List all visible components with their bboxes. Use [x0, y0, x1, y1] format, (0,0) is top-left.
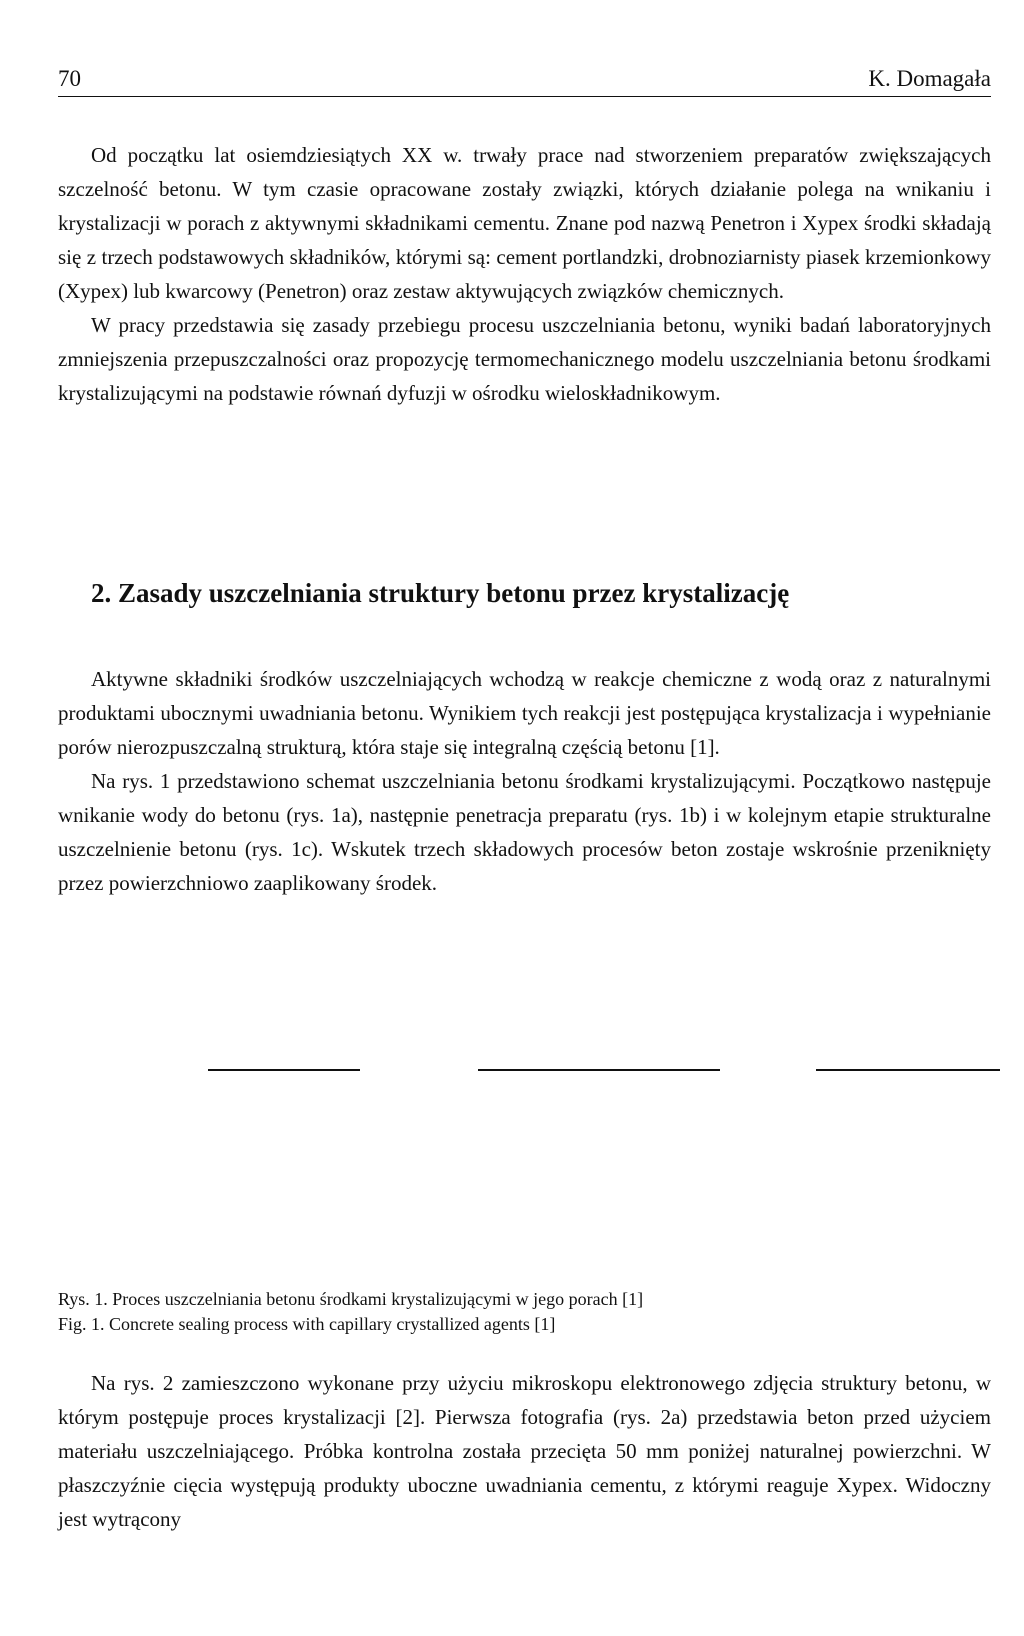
continuation-text: [58, 1366, 991, 1536]
section-text: [58, 662, 991, 900]
figure-rule: [816, 1069, 1000, 1071]
paragraph: Na rys. 1 przedstawiono schemat uszczelniania betonu środkami krystalizującymi. Początkowo następuje wnikanie wody do betonu (rys. 1a), następnie penetracja preparatu (rys. 1b) i w kolejnym etapie strukturalne uszczelnienie betonu (rys. 1c). Wskutek trzech składowych procesów beton zostaje wskrośnie przeniknięty przez powierzchniowo zaaplikowany środek.: [58, 769, 991, 895]
section-heading: 2. Zasady uszczelniania struktury betonu przez krystalizację: [91, 578, 790, 608]
paragraph: Aktywne składniki środków uszczelniających wchodzą w reakcje chemiczne z wodą oraz z naturalnymi produktami ubocznymi uwadniania betonu. Wynikiem tych reakcji jest postępująca krystalizacja i wypełnianie porów nierozpuszczalną strukturą, która staje się integralną częścią betonu [1].: [58, 667, 991, 759]
paragraph: Na rys. 2 zamieszczono wykonane przy użyciu mikroskopu elektronowego zdjęcia struktury betonu, w którym postępuje proces krystalizacji [2]. Pierwsza fotografia (rys. 2a) przedstawia beton przed użyciem materiału uszczelniającego. Próbka kontrolna została przecięta 50 mm poniżej naturalnej powierzchni. W płaszczyźnie cięcia występują produkty uboczne uwadniania cementu, z którymi reaguje Xypex. Widoczny jest wytrącony: [58, 1371, 991, 1531]
running-author: K. Domagała: [868, 66, 991, 91]
paragraph: W pracy przedstawia się zasady przebiegu procesu uszczelniania betonu, wyniki badań laboratoryjnych zmniejszenia przepuszczalności oraz propozycję termomechanicznego modelu uszczelniania betonu środkami krystalizującymi na podstawie równań dyfuzji w ośrodku wieloskładnikowym.: [58, 313, 991, 405]
paragraph: Od początku lat osiemdziesiątych XX w. trwały prace nad stworzeniem preparatów zwiększających szczelność betonu. W tym czasie opracowane zostały związki, których działanie polega na wnikaniu i krystalizacji w porach z aktywnymi składnikami cementu. Znane pod nazwą Penetron i Xypex środki składają się z trzech podstawowych składników, którymi są: cement portlandzki, drobnoziarnisty piasek krzemionkowy (Xypex) lub kwarcowy (Penetron) oraz zestaw aktywujących związków chemicznych.: [58, 143, 991, 303]
page-number: 70: [58, 66, 81, 91]
running-header: [58, 62, 991, 97]
figure-caption-en: Fig. 1. Concrete sealing process with capillary crystallized agents [1]: [58, 1314, 556, 1334]
figure-rule: [478, 1069, 720, 1071]
figure-caption-pl: Rys. 1. Proces uszczelniania betonu środkami krystalizującymi w jego porach [1]: [58, 1289, 644, 1309]
figure-rules: [0, 1069, 1024, 1073]
figure-rule: [208, 1069, 360, 1071]
intro-text: [58, 138, 991, 410]
